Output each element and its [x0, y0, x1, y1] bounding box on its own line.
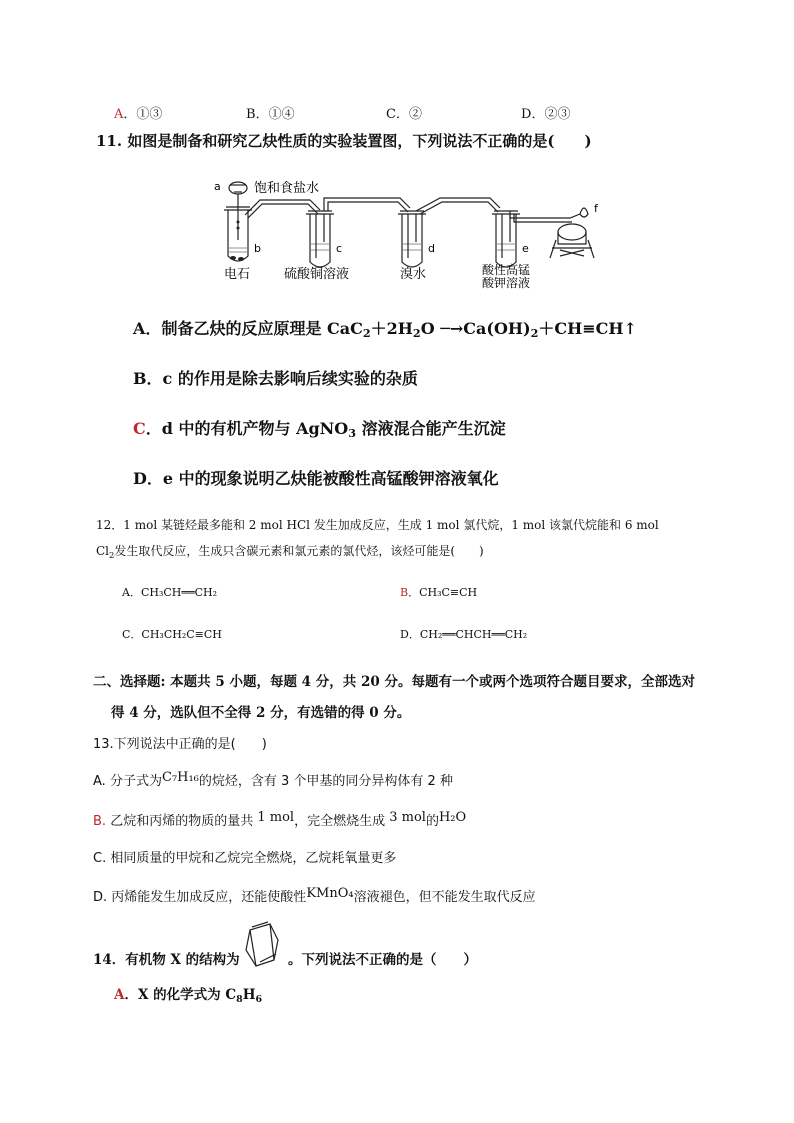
option-letter: A [114, 987, 125, 1003]
option-letter: D [400, 628, 409, 641]
option-text: ．CH₃CH₂C≡CH [130, 628, 222, 641]
section-2-line1: 二、选择题: 本题共 5 小题，每题 4 分，共 20 分。每题有一个或两个选项符合题目要求，全部选对 [93, 674, 695, 690]
q13-option-a [93, 770, 453, 789]
option-text: 分子式为 [109, 774, 162, 789]
option-text: 乙烷和丙烯的物质的量共 [110, 814, 254, 829]
subscript: 3 [348, 426, 357, 440]
label-bromine-water: 溴水 [400, 267, 427, 282]
option-letter: A [133, 319, 146, 338]
formula: C₇H₁₆ [161, 770, 199, 785]
q12-option-d [400, 626, 527, 642]
q12-option-c [122, 626, 222, 642]
q14-option-a [114, 983, 262, 1005]
option-letter: B. [93, 814, 107, 829]
question-14-stem-end: 。下列说法不正确的是（ ） [288, 952, 477, 968]
option-text: 溶液混合能产生沉淀 [356, 419, 506, 438]
option-text: H [242, 987, 256, 1003]
option-letter: C [133, 419, 146, 438]
option-letter: A [114, 107, 124, 122]
option-letter: A [122, 586, 130, 599]
option-text: ．X 的化学式为 C [124, 987, 237, 1003]
option-text: c 的作用是除去影响后续实验的杂质 [162, 369, 418, 388]
option-text: ＋2H [370, 319, 413, 338]
q13-option-d [93, 886, 536, 905]
q13-option-b [93, 810, 466, 829]
section-2-line2: 得 4 分，选队但不全得 2 分，有选错的得 0 分。 [111, 705, 411, 721]
option-letter: D [521, 107, 532, 122]
question-number: 11. [96, 132, 123, 150]
bicyclic-structure-image [238, 920, 288, 970]
option-text: ①③ [136, 107, 163, 122]
option-letter: B [133, 369, 147, 388]
label-f: f [594, 202, 598, 215]
option-letter: C [122, 628, 131, 641]
option-letter: B [400, 586, 409, 599]
option-text: ，完全燃烧生成 [294, 814, 386, 829]
option-b: B．①④ [246, 107, 295, 122]
subscript: 8 [236, 994, 243, 1005]
q11-option-d: D．e 中的现象说明乙炔能被酸性高锰酸钾溶液氧化 [133, 469, 499, 488]
q11-option-c: C．d 中的有机产物与 AgNO$_3$ 溶液混合能产生沉淀 [133, 419, 506, 440]
option-text: O ─→Ca(OH) [420, 319, 531, 338]
subscript: 2 [530, 326, 539, 340]
q11-option-b: B．c 的作用是除去影响后续实验的杂质 [133, 369, 418, 388]
option-text: 的烷烃，含有 3 个甲基的同分异构体有 2 种 [198, 774, 453, 789]
question-text: Cl [96, 544, 110, 558]
formula: KMnO₄ [306, 886, 354, 901]
q13-option-c [93, 847, 396, 866]
q11-option-a: A．制备乙炔的反应原理是 $CaC_2+2H_2O$ $─\to Ca(OH)_2+CH\equiv CH↑$ [133, 319, 637, 340]
question-14-stem-start: 14．有机物 X 的结构为 [93, 952, 240, 968]
option-text: 制备乙炔的反应原理是 CaC [161, 319, 363, 338]
option-text: 相同质量的甲烷和乙烷完全燃烧，乙烷耗氧量更多 [110, 851, 397, 866]
option-text: 的 [425, 814, 439, 829]
question-11-stem [96, 130, 592, 151]
option-text: ② [408, 107, 422, 122]
option-text: ．CH₃CH══CH₂ [129, 586, 218, 599]
option-letter: C [386, 107, 396, 122]
quantity: 1 mol [257, 810, 295, 825]
option-letter: C. [93, 851, 107, 866]
label-e: e [522, 242, 529, 255]
question-12-line1: 12．1 mol 某链烃最多能和 2 mol HCl 发生加成反应，生成 1 mol 氯代烷，1 mol 该氯代烷能和 6 mol [96, 518, 659, 532]
question-12-line2 [96, 542, 484, 560]
question-text: 如图是制备和研究乙炔性质的实验装置图，下列说法不正确的是( ) [127, 132, 592, 150]
option-text: 溶液褪色，但不能发生取代反应 [353, 890, 536, 905]
subscript: 6 [255, 994, 263, 1005]
option-text: e 中的现象说明乙炔能被酸性高锰酸钾溶液氧化 [162, 469, 499, 488]
option-letter: B [246, 107, 256, 122]
option-text: d 中的有机产物与 AgNO [161, 419, 349, 438]
q12-option-b [400, 584, 477, 600]
option-letter: D. [93, 890, 108, 905]
option-d: D．②③ [521, 107, 571, 122]
q12-option-a [122, 584, 217, 600]
question-13-stem: 13.下列说法中正确的是( ) [93, 737, 267, 752]
option-c: C．② [386, 107, 422, 122]
label-c: c [336, 242, 343, 255]
apparatus-diagram [210, 170, 600, 290]
option-text: 丙烯能发生加成反应，还能使酸性 [111, 890, 307, 905]
option-text: ．CH₃C≡CH [408, 586, 478, 599]
label-b: b [254, 242, 261, 255]
label-kmno4-line1: 酸性高锰 [482, 263, 531, 277]
option-letter: A. [93, 774, 106, 789]
subscript: 2 [362, 326, 371, 340]
option-text: ．CH₂══CHCH══CH₂ [408, 628, 528, 641]
subscript: 2 [412, 326, 421, 340]
label-kmno4-line2: 酸钾溶液 [482, 276, 531, 290]
option-text: ①④ [268, 107, 295, 122]
question-text: 发生取代反应，生成只含碳元素和氯元素的氯代烃，该烃可能是( ) [114, 544, 484, 558]
label-saltwater: 饱和食盐水 [254, 181, 320, 196]
option-letter: D [133, 469, 147, 488]
option-text: ＋CH≡CH↑ [538, 319, 637, 338]
formula: H₂O [438, 810, 467, 825]
quantity: 3 mol [389, 810, 426, 825]
option-a: A．①③ [114, 107, 163, 122]
label-d: d [428, 242, 435, 255]
subscript: 2 [109, 550, 115, 560]
option-text: ②③ [544, 107, 571, 122]
label-calcium-carbide: 电石 [224, 267, 251, 282]
label-a: a [214, 180, 221, 193]
label-cuso4: 硫酸铜溶液 [284, 267, 350, 282]
